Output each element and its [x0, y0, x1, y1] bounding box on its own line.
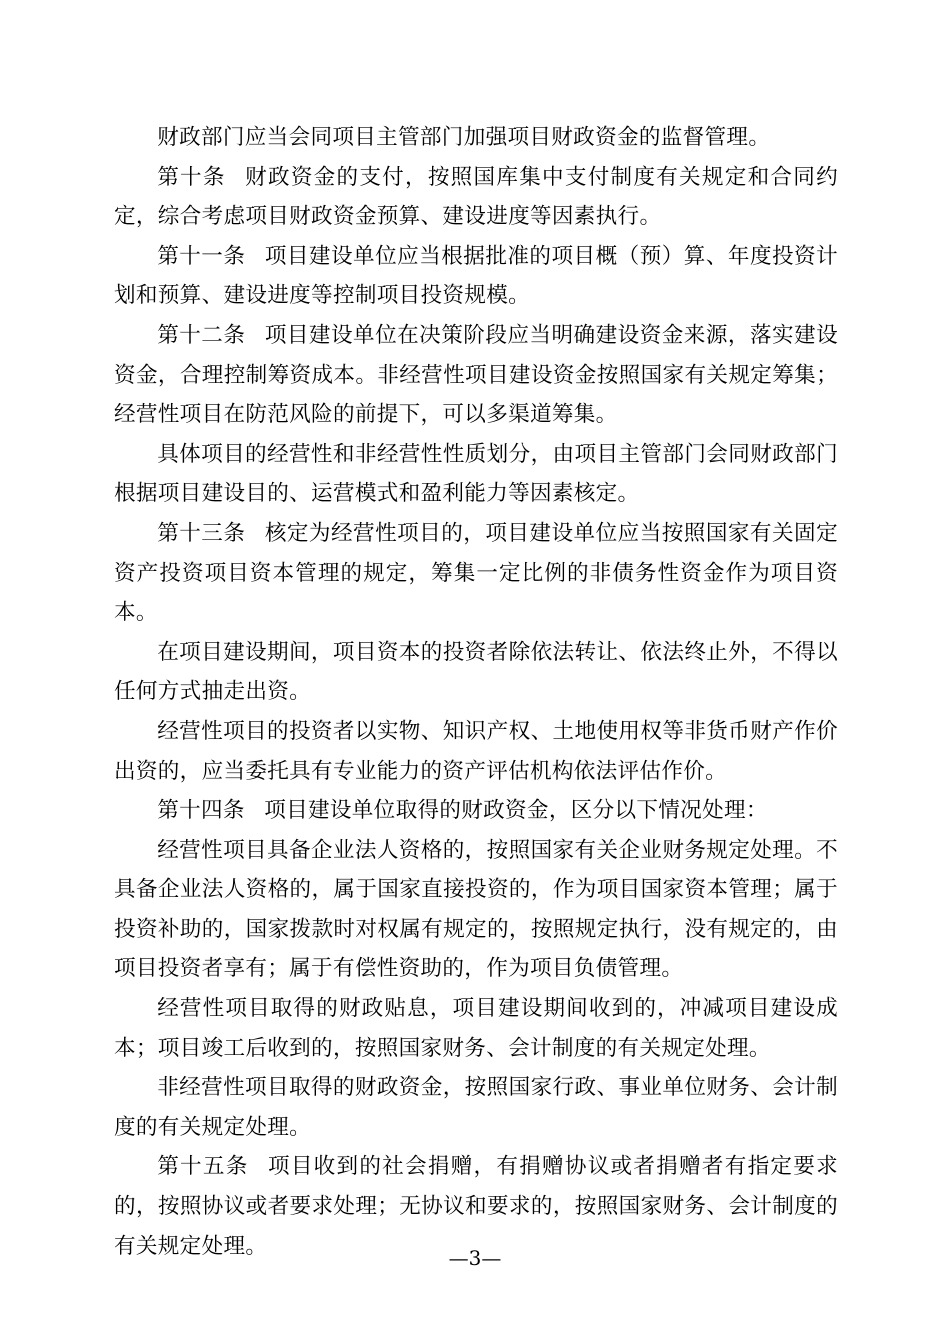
paragraph-text: 项目建设单位应当根据批准的项目概（预）算、年度投资计划和预算、建设进度等控制项目投资规模。 [114, 243, 838, 309]
body-text [114, 118, 838, 1266]
paragraph [114, 118, 838, 158]
paragraph-text: 在项目建设期间，项目资本的投资者除依法转让、依法终止外，不得以任何方式抽走出资。 [114, 639, 838, 705]
paragraph-text: 具体项目的经营性和非经营性性质划分，由项目主管部门会同财政部门根据项目建设目的、运营模式和盈利能力等因素核定。 [114, 441, 838, 507]
paragraph [114, 316, 838, 435]
article-number: 第十一条 [157, 243, 246, 269]
article-number: 第十二条 [157, 322, 246, 348]
page-number: —3— [448, 1246, 502, 1270]
paragraph [114, 989, 838, 1068]
paragraph-text: 项目建设单位在决策阶段应当明确建设资金来源，落实建设资金，合理控制筹资成本。非经营性项目建设资金按照国家有关规定筹集；经营性项目在防范风险的前提下，可以多渠道筹集。 [114, 322, 838, 428]
paragraph-text: 经营性项目取得的财政贴息，项目建设期间收到的，冲减项目建设成本；项目竣工后收到的，按照国家财务、会计制度的有关规定处理。 [114, 996, 838, 1061]
paragraph-text: 财政资金的支付，按照国库集中支付制度有关规定和合同约定，综合考虑项目财政资金预算、建设进度等因素执行。 [114, 164, 838, 230]
article-number: 第十四条 [157, 798, 245, 824]
paragraph-text: 项目建设单位取得的财政资金，区分以下情况处理： [264, 798, 768, 824]
paragraph-text: 经营性项目具备企业法人资格的，按照国家有关企业财务规定处理。不具备企业法人资格的，属于国家直接投资的，作为项目国家资本管理；属于投资补助的，国家拨款时对权属有规定的，按照规定执行，没有规定的，由项目投资者享有；属于有偿性资助的，作为项目负债管理。 [114, 837, 838, 982]
article-number: 第十三条 [157, 520, 246, 546]
paragraph-text: 经营性项目的投资者以实物、知识产权、土地使用权等非货币财产作价出资的，应当委托具有专业能力的资产评估机构依法评估作价。 [114, 718, 838, 784]
paragraph [114, 514, 838, 633]
paragraph-text: 财政部门应当会同项目主管部门加强项目财政资金的监督管理。 [157, 125, 771, 150]
article-number: 第十五条 [157, 1154, 249, 1180]
paragraph-text: 非经营性项目取得的财政资金，按照国家行政、事业单位财务、会计制度的有关规定处理。 [114, 1075, 838, 1140]
paragraph [114, 158, 838, 237]
paragraph [114, 435, 838, 514]
paragraph [114, 712, 838, 791]
article-number: 第十条 [157, 164, 226, 190]
paragraph [114, 633, 838, 712]
paragraph-text: 项目收到的社会捐赠，有捐赠协议或者捐赠者有指定要求的，按照协议或者要求处理；无协议和要求的，按照国家财务、会计制度的有关规定处理。 [114, 1154, 838, 1259]
paragraph [114, 237, 838, 316]
paragraph [114, 791, 838, 831]
paragraph-text: 核定为经营性项目的，项目建设单位应当按照国家有关固定资产投资项目资本管理的规定，筹集一定比例的非债务性资金作为项目资本。 [114, 520, 838, 626]
paragraph [114, 1068, 838, 1147]
paragraph [114, 831, 838, 989]
